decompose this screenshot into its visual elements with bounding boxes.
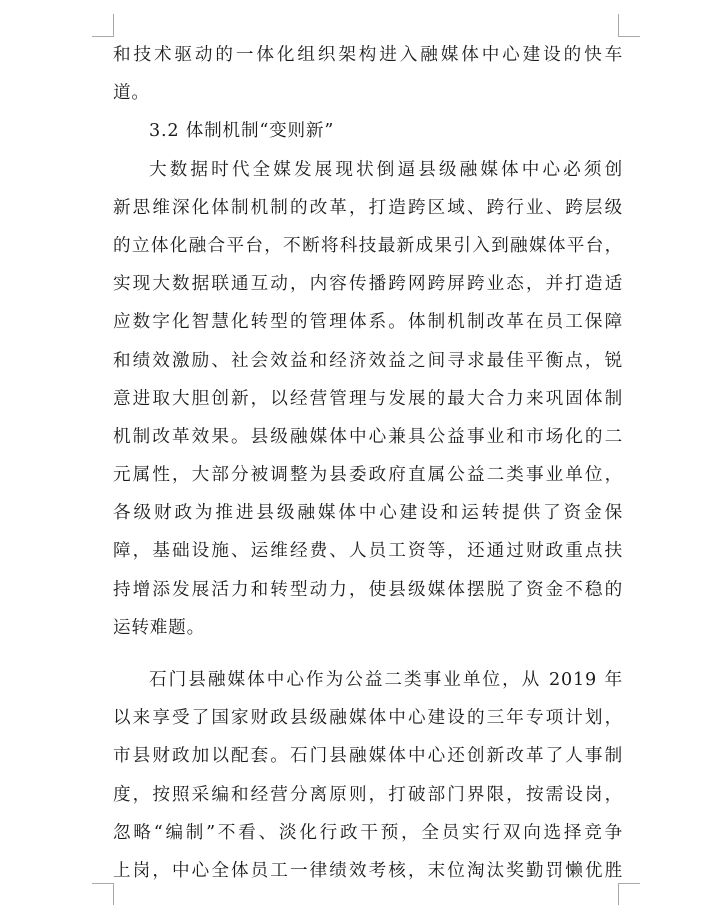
text-line: 意进取大胆创新，以经营管理与发展的最大合力来巩固体制 <box>113 388 623 409</box>
crop-mark-top-left-vertical <box>113 14 114 36</box>
text-line: 大数据时代全媒发展现状倒逼县级融媒体中心必须创 <box>149 159 623 180</box>
section-heading: 3.2 体制机制“变则新” <box>149 121 335 142</box>
text-line: 以来享受了国家财政县级融媒体中心建设的三年专项计划， <box>113 708 623 729</box>
text-line: 石门县融媒体中心作为公益二类事业单位，从 2019 年 <box>149 670 623 690</box>
crop-mark-top-right-vertical <box>618 14 619 36</box>
text-line: 各级财政为推进县级融媒体中心建设和运转提供了资金保 <box>113 503 623 524</box>
text-line: 机制改革效果。县级融媒体中心兼具公益事业和市场化的二 <box>113 426 623 447</box>
paragraph-gap <box>113 647 623 661</box>
text-line: 忽略“编制”不看、淡化行政干预，全员实行双向选择竞争 <box>113 822 623 843</box>
text-line: 上岗，中心全体员工一律绩效考核，末位淘汰奖勤罚懒优胜 <box>113 860 623 881</box>
text-line: 应数字化智慧化转型的管理体系。体制机制改革在员工保障 <box>113 312 623 333</box>
crop-mark-bottom-left-horizontal <box>92 883 114 884</box>
text-line: 道。 <box>113 83 150 104</box>
text-line: 新思维深化体制机制的改革，打造跨区域、跨行业、跨层级 <box>113 197 623 218</box>
text-line: 和技术驱动的一体化组织架构进入融媒体中心建设的快车 <box>113 45 623 65</box>
text-line: 元属性，大部分被调整为县委政府直属公益二类事业单位， <box>113 465 623 486</box>
text-line: 持增添发展活力和转型动力，使县级媒体摆脱了资金不稳的 <box>113 579 623 600</box>
crop-mark-top-left-horizontal <box>92 36 114 37</box>
text-line: 度，按照采编和经营分离原则，打破部门界限，按需设岗， <box>113 784 623 805</box>
text-line: 运转难题。 <box>113 617 205 638</box>
document-body[interactable] <box>113 36 623 890</box>
text-line: 的立体化融合平台，不断将科技最新成果引入到融媒体平台， <box>113 235 623 256</box>
text-line: 和绩效激励、社会效益和经济效益之间寻求最佳平衡点，锐 <box>113 350 623 371</box>
text-line: 障，基础设施、运维经费、人员工资等，还通过财政重点扶 <box>113 541 623 562</box>
text-line: 市县财政加以配套。石门县融媒体中心还创新改革了人事制 <box>113 746 623 767</box>
text-line: 实现大数据联通互动，内容传播跨网跨屏跨业态，并打造适 <box>113 274 623 295</box>
